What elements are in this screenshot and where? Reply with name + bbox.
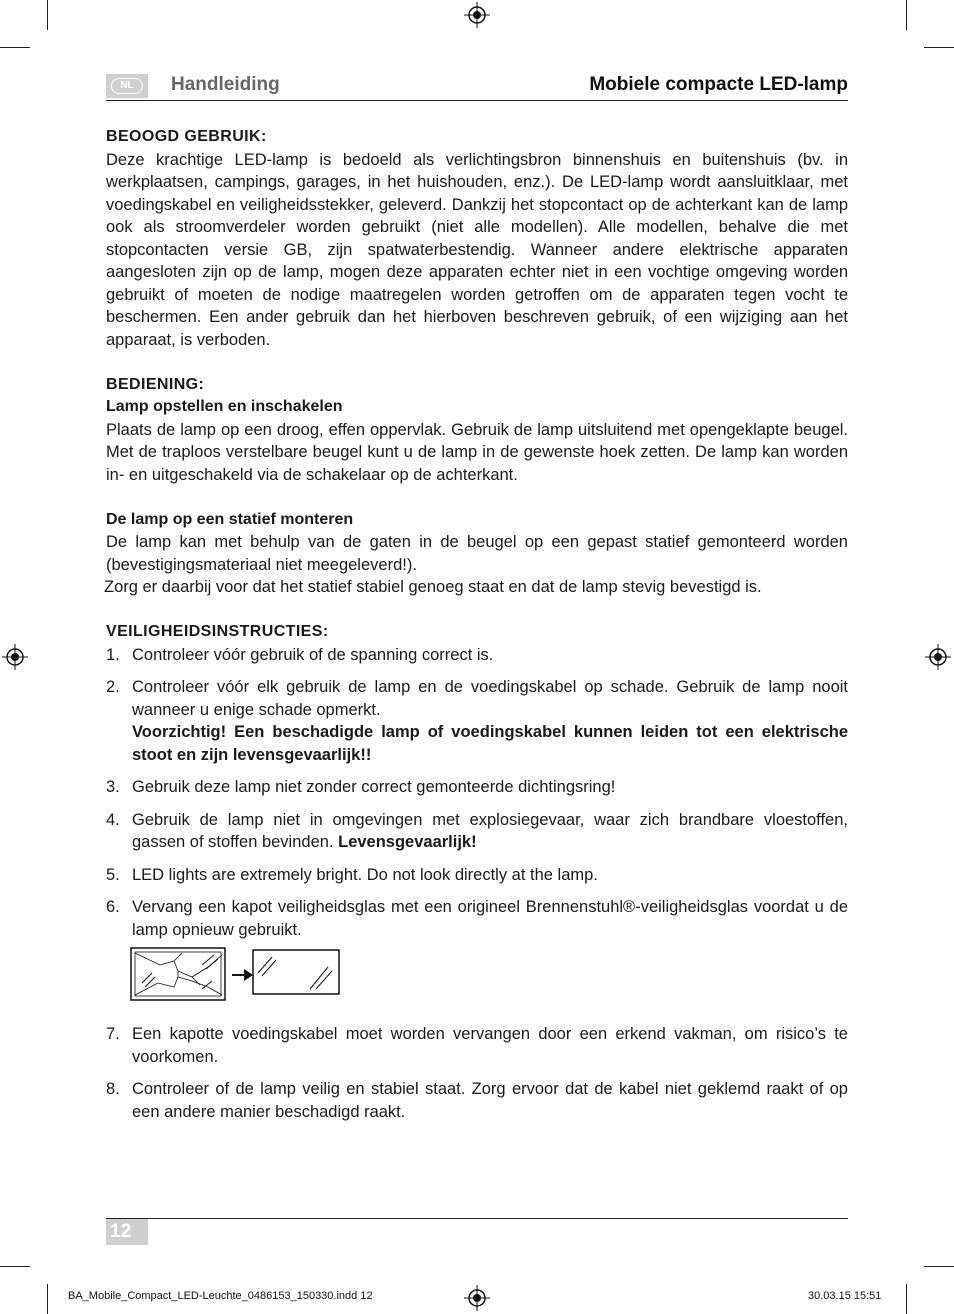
list-item: 1. Controleer vóór gebruik of de spanning correct is. [106,645,494,664]
list-item: 4. Gebruik de lamp niet in omgevingen met explosiegevaar, waar zich brandbare vloestoffen, gassen of stoffen bevinden. Levensgevaarlijk! [106,810,848,851]
list-item: 5. LED lights are extremely bright. Do not look directly at the lamp. [106,865,598,884]
warning-text: Voorzichtig! Een beschadigde lamp of voedingskabel kunnen leiden tot een elektrische stoot en zijn levensgevaarlijk!! [132,723,848,764]
safety-list [106,644,848,942]
crop-mark [0,1266,30,1267]
list-item: 3. Gebruik deze lamp niet zonder correct gemonteerde dichtingsring! [106,778,616,796]
crop-mark [924,1266,954,1267]
crop-mark [47,1284,48,1314]
intended-use-text: Deze krachtige LED-lamp is bedoeld als verlichtingsbron binnenshuis en buitenshuis (bv. in werkplaatsen, campings, garages, in het huishouden, enz.). De LED-lamp wordt aansluitklaar, met voedingskabel en veiligheidsstekker, geleverd. Dankzij het stopcontact op de achterkant kan de lamp ook als stroomverdeler worden gebruikt (niet alle modellen). Alle modellen, behalve die met stopcontacten versie GB, zijn spatwaterbestendig. Wanneer andere elektrische apparaten aangesloten zijn op de lamp, mogen deze apparaten echter niet in een vochtige omgeving worden gebruikt of moeten de nodige maatregelen worden getroffen om de apparaten tegen vocht te beschermen. Een ander gebruik dan het hierboven beschreven gebruik, of een wijziging aan het apparaat, is verboden. [106,150,848,349]
list-item: 8. Controleer of de lamp veilig en stabiel staat. Zorg ervoor dat de kabel niet geklemd raakt of op een andere manier beschadigd raakt. [106,1080,848,1121]
registration-mark-icon [464,2,490,28]
registration-mark-icon [2,644,28,670]
list-item: 7. Een kapotte voedingskabel moet worden vervangen door een erkend vakman, om risico’s te voorkomen. [106,1025,848,1066]
warning-text: Levensgevaarlijk! [338,833,477,851]
crop-mark [906,0,907,30]
language-badge [106,74,148,98]
header-title-left: Handleiding [171,74,280,95]
header-divider [106,100,848,101]
language-code: NL [111,78,143,94]
crop-mark [924,47,954,48]
tripod-text: De lamp kan met behulp van de gaten in de beugel op een gepast statief gemonteerd worden (bevestigingsmateriaal niet meegeleverd!). [106,533,848,574]
crop-mark [906,1284,907,1314]
new-glass-icon [252,949,342,999]
subheading-tripod: De lamp op een statief monteren [106,510,354,528]
tripod-note: Zorg er daarbij voor dat het statief stabiel genoeg staat en dat de lamp stevig bevestigd is. [104,578,762,596]
header-title-right: Mobiele compacte LED-lamp [589,74,848,95]
crop-mark [0,47,30,48]
print-datetime: 30.03.15 15:51 [808,1290,882,1302]
list-item: 6. Vervang een kapot veiligheidsglas met een origineel Brennenstuhl®-veiligheidsglas voordat u de lamp opnieuw gebruikt. [106,898,848,939]
glass-replacement-figure [130,947,848,1011]
subheading-setup: Lamp opstellen en inschakelen [106,398,343,415]
arrow-right-icon [230,965,254,985]
page-content [106,126,848,1133]
broken-glass-icon [130,947,230,1003]
footer-divider [106,1218,848,1219]
file-slug: BA_Mobile_Compact_LED-Leuchte_0486153_150330.indd 12 [68,1290,373,1302]
list-item: 2. Controleer vóór elk gebruik de lamp en de voedingskabel op schade. Gebruik de lamp nooit wanneer u enige schade opmerkt. Voorzichtig! Een beschadigde lamp of voedingskabel kunnen leiden tot een elektrische stoot en zijn levensgevaarlijk!! [106,678,848,764]
crop-mark [47,0,48,30]
registration-mark-icon [925,644,951,670]
page-number: 12 [106,1219,148,1245]
section-heading-safety: VEILIGHEIDSINSTRUCTIES: [106,623,329,640]
setup-text: Plaats de lamp op een droog, effen oppervlak. Gebruik de lamp uitsluitend met opengeklapte beugel. Met de traploos verstelbare beugel kunt u de lamp in de gewenste hoek zetten. De lamp kan worden in- en uitgeschakeld via de schakelaar op de achterkant. [106,420,848,484]
registration-mark-icon [464,1285,490,1311]
section-heading-intended-use: BEOOGD GEBRUIK: [106,128,267,145]
safety-list-continued [106,1023,848,1123]
section-heading-operation: BEDIENING: [106,375,205,393]
